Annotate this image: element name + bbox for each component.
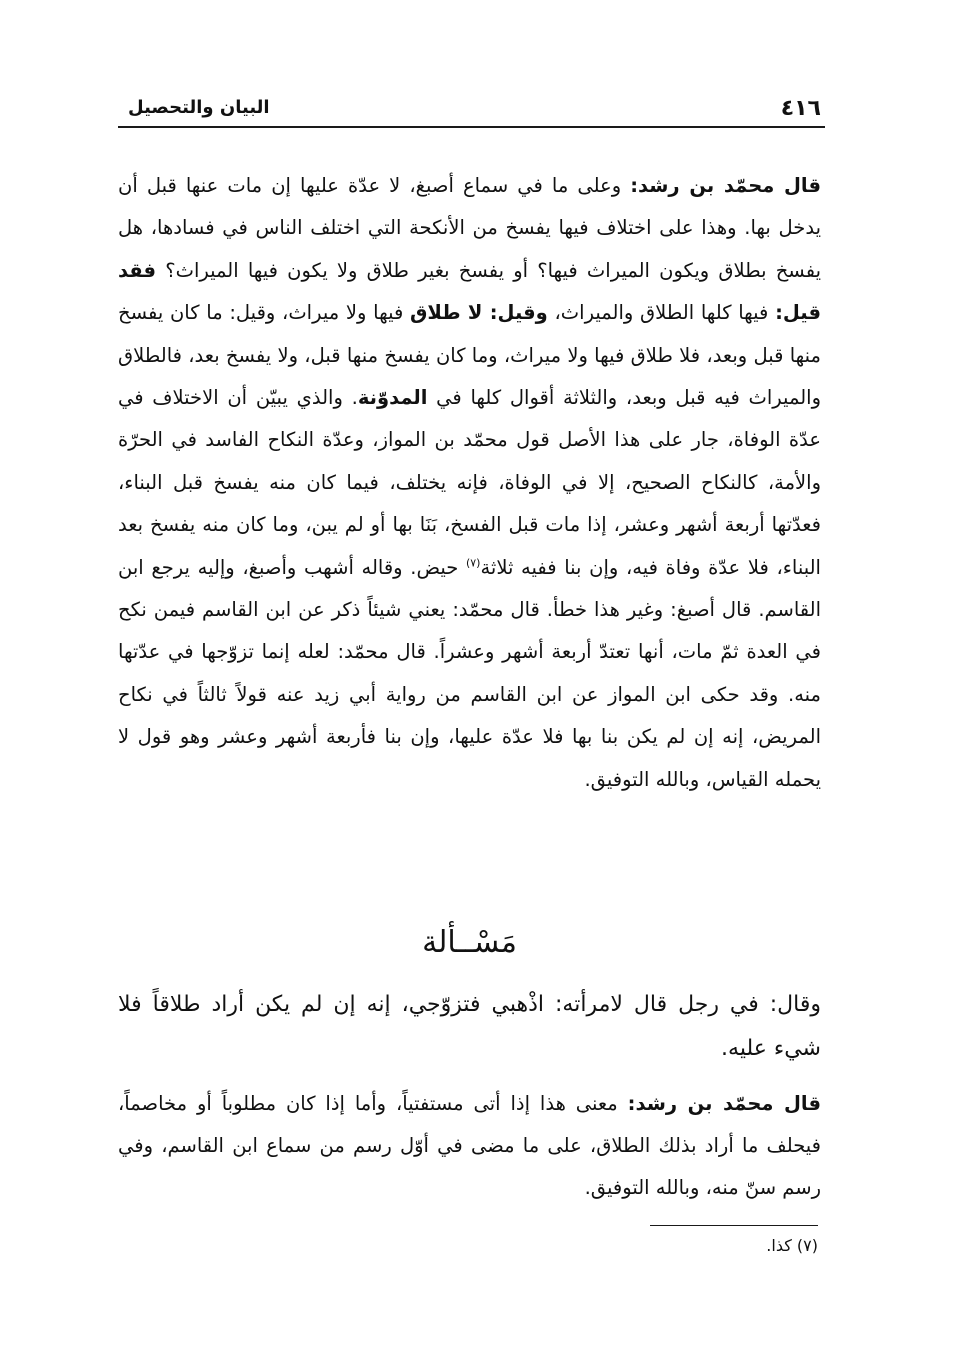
bold-phrase: فقد قيل:	[118, 258, 821, 325]
paragraph-text: حيض. وقاله أشهب وأصبغ، وإليه يرجع ابن القاسم. قال أصبغ: وغير هذا خطأ. قال محمّد: يعني شيئاً ذكر عن ابن القاسم فيمن نكح في العدة ثمّ مات، أنها تعتدّ أربعة أشهر وعشراً. قال محمّد: لعله إنما تزوّجها في عدّتها منه. وقد حكى ابن المواز عن ابن القاسم من رواية أبي زيد عنه قولاً ثالثاً في نكاح المريض، إنه إن لم يكن بنا بها فلا عدّة عليها، وإن بنا فأربعة أشهر وعشر وهو قول لا يحمله القياس، وبالله التوفيق.	[118, 555, 821, 791]
page-header	[118, 92, 825, 128]
running-title: البيان والتحصيل	[128, 97, 270, 118]
footnote-reference: (٧)	[465, 556, 481, 570]
bold-phrase: وقيل: لا طلاق	[410, 301, 548, 325]
paragraph-lead: قال محمّد بن رشد:	[630, 174, 821, 197]
section-heading-masala: مَسْــألة	[422, 925, 517, 960]
paragraph-text: معنى هذا إذا أتى مستفتياً، وأما إذا كان مطلوباً أو مخاصماً، فيحلف ما أراد بذلك الطلاق، على ما مضى في أوّل رسم من سماع ابن القاسم، وفي رسم سنّ منه، وبالله التوفيق.	[118, 1092, 821, 1199]
page-number: ٤١٦	[780, 96, 821, 121]
bold-book-title: المدوّنة	[357, 386, 428, 410]
footnote: (٧) كذا.	[766, 1236, 818, 1255]
paragraph-text: وعلى ما في سماع أصبغ، لا عدّة عليها إن مات عنها قبل أن يدخل بها. وهذا على اختلاف فيها يفسخ من الأنكحة التي اختلف الناس في فسادها، هل يفسخ بطلاق ويكون الميراث فيها؟ أو يفسخ بغير طلاق ولا يكون فيها الميراث؟	[118, 174, 821, 282]
paragraph-commentary-1	[118, 165, 821, 801]
paragraph-lead: قال محمّد بن رشد:	[627, 1092, 821, 1115]
paragraph-text: وقال: في رجل قال لامرأته: اذْهبي فتزوّجي، إنه إن لم يكن أراد طلاقاً فلا شيء عليه.	[118, 992, 821, 1061]
paragraph-text: . والذي يبيّن أن الاختلاف في عدّة الوفاة، جار على هذا الأصل قول محمّد بن المواز، وعدّة النكاح الفاسد في الحرّة والأمة، كالنكاح الصحيح، إلا في الوفاة، فإنه يختلف، فيما كان منه يفسخ قبل البناء، فعدّتها أربعة أشهر وعشر، إذا مات قبل الفسخ، بَنَا بها أو لم يبن، وما كان منه يفسخ بعد البناء، فلا عدّة وفاة فيه، وإن بنا ففيه ثلاثة	[118, 386, 821, 579]
paragraph-text: فيها ولا ميراث، وقيل: ما كان يفسخ منها قبل وبعد، فلا طلاق فيها ولا ميراث، وما كان يفسخ منها قبل، ولا يفسخ بعد، فالطلاق والميراث فيه قبل وبعد، والثلاثة أقوال كلها في	[118, 301, 821, 410]
paragraph-text: فيها كلها الطلاق والميراث،	[547, 301, 776, 325]
paragraph-question	[118, 983, 821, 1071]
paragraph-commentary-2	[118, 1083, 821, 1209]
footnote-divider	[650, 1225, 818, 1226]
